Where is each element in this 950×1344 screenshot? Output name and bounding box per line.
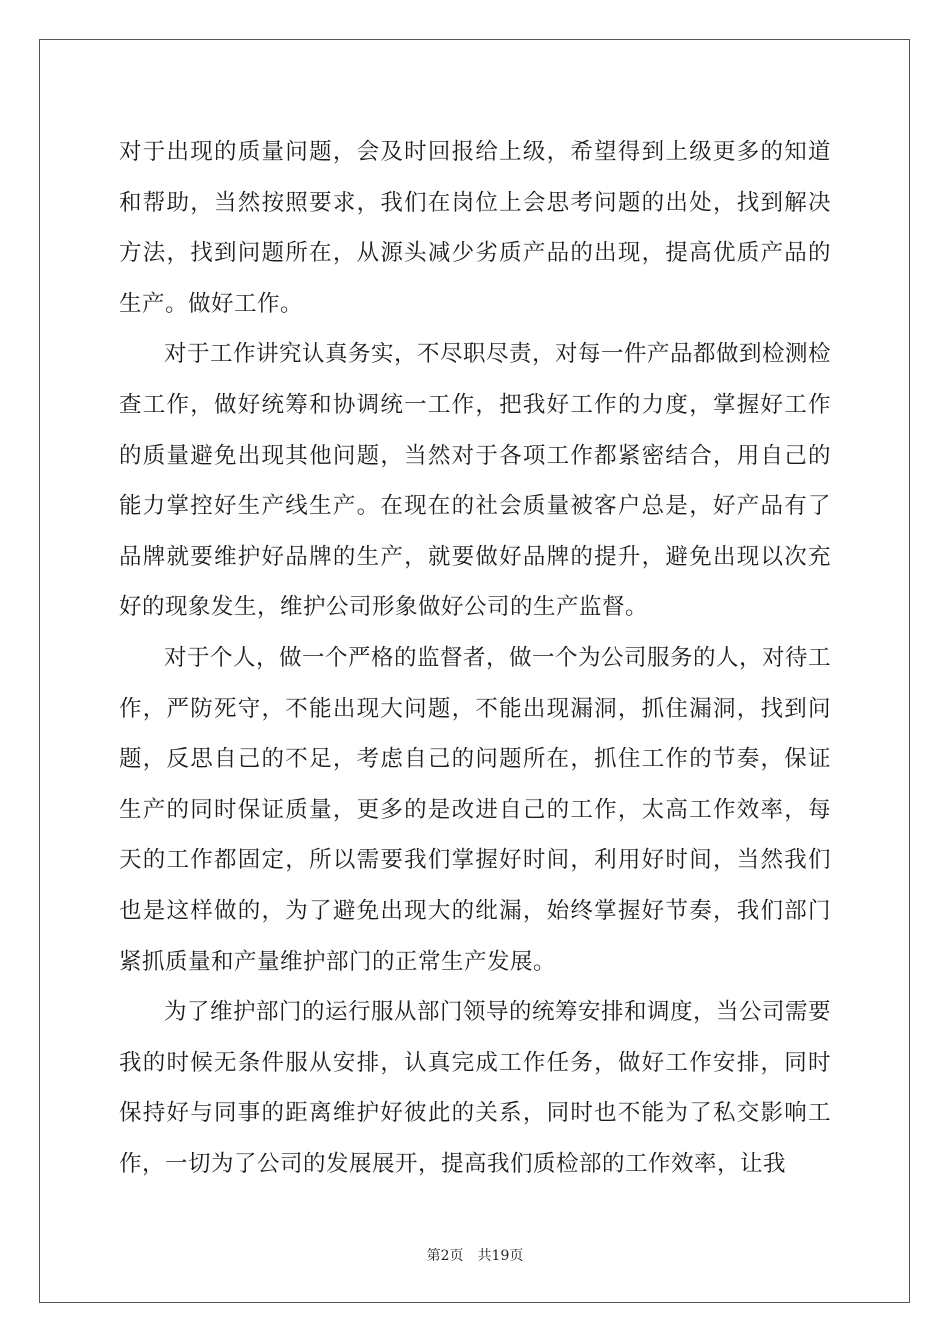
paragraph-2: 对于工作讲究认真务实，不尽职尽责，对每一件产品都做到检测检查工作，做好统筹和协调统一工作，把我好工作的力度，掌握好工作的质量避免出现其他问题，当然对于各项工作都紧密结合，用自己的能力掌控好生产线生产。在现在的社会质量被客户总是，好产品有了品牌就要维护好品牌的生产，就要做好品牌的提升，避免出现以次充好的现象发生，维护公司形象做好公司的生产监督。 [119, 341, 832, 621]
page-total: 共19页 [477, 1248, 524, 1264]
paragraph-3: 对于个人，做一个严格的监督者，做一个为公司服务的人，对待工作，严防死守，不能出现大问题，不能出现漏洞，抓住漏洞，找到问题，反思自己的不足，考虑自己的问题所在，抓住工作的节奏，保证生产的同时保证质量，更多的是改进自己的工作，太高工作效率，每天的工作都固定，所以需要我们掌握好时间，利用好时间，当然我们也是这样做的，为了避免出现大的纰漏，始终掌握好节奏，我们部门紧抓质量和产量维护部门的正常生产发展。 [119, 644, 832, 975]
paragraph-4: 为了维护部门的运行服从部门领导的统筹安排和调度，当公司需要我的时候无条件服从安排，认真完成工作任务，做好工作安排，同时保持好与同事的距离维护好彼此的关系，同时也不能为了私交影响工作，一切为了公司的发展展开，提高我们质检部的工作效率，让我 [119, 999, 832, 1177]
page-number: 第2页 [426, 1248, 464, 1264]
page-footer [0, 1246, 950, 1266]
document-body [119, 127, 831, 1189]
paragraph-1: 对于出现的质量问题，会及时回报给上级，希望得到上级更多的知道和帮助，当然按照要求，我们在岗位上会思考问题的出处，找到解决方法，找到问题所在，从源头减少劣质产品的出现，提高优质产品的生产。做好工作。 [119, 139, 831, 317]
